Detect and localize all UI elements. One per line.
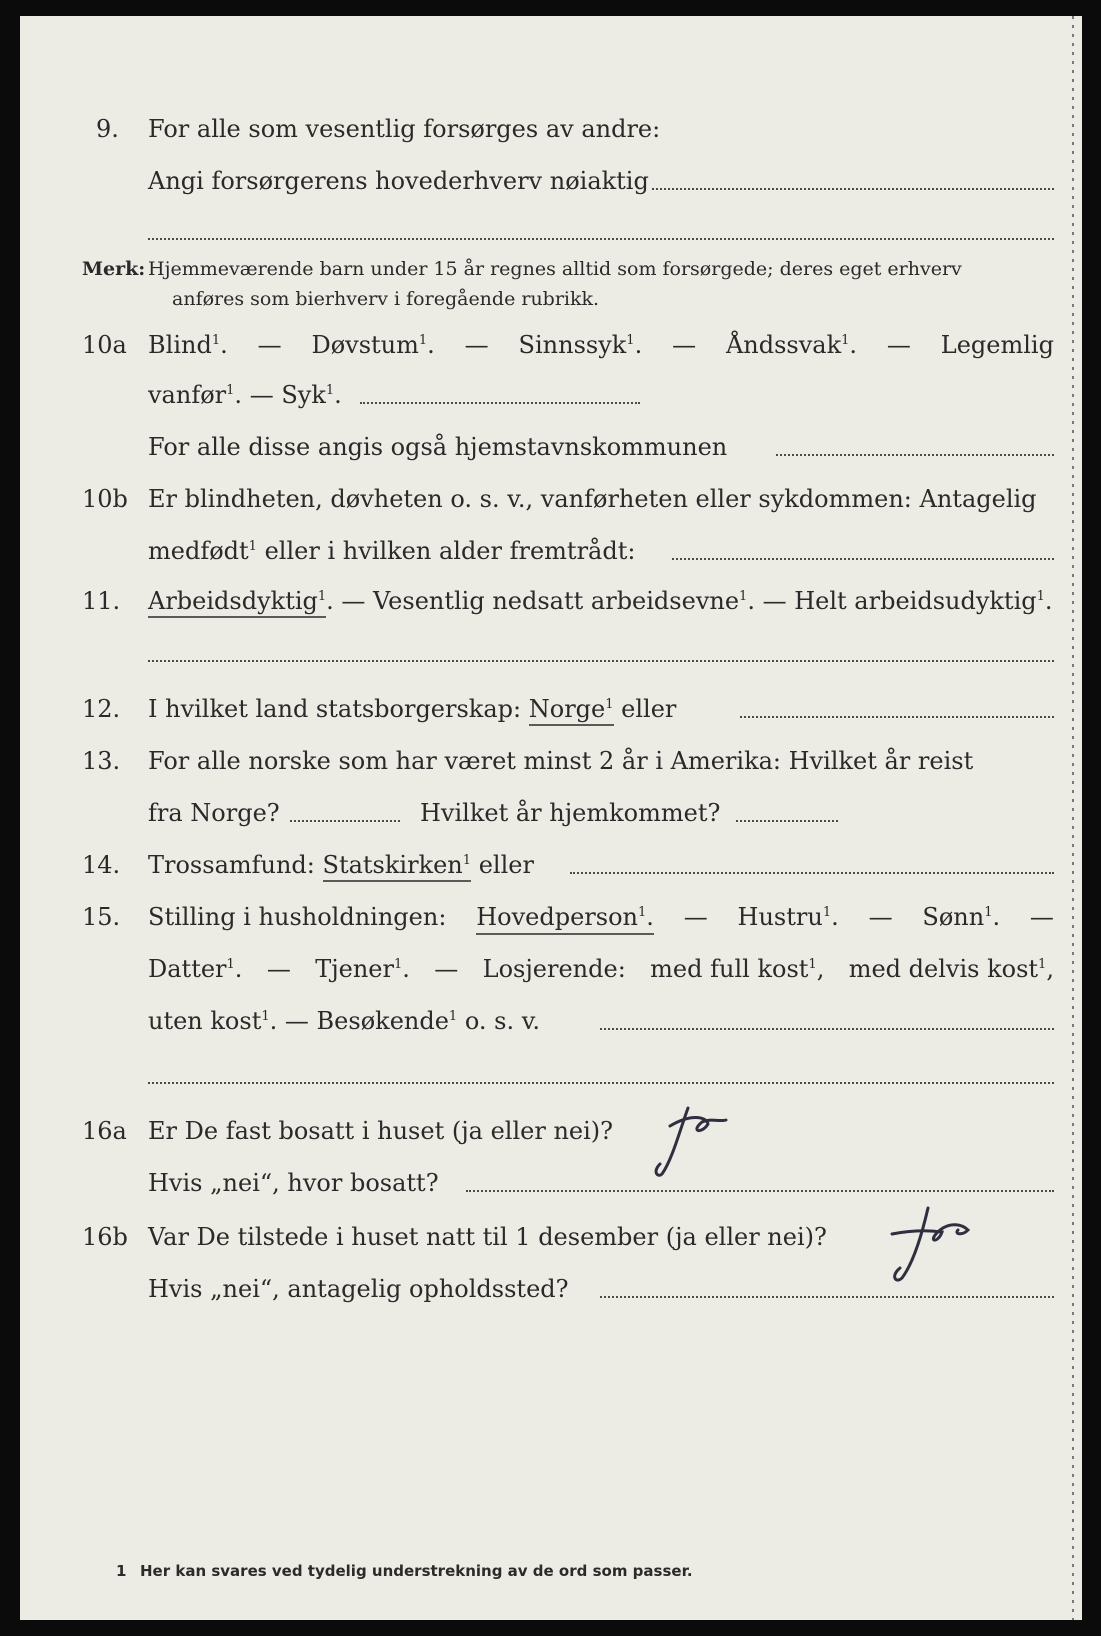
opt-arbeidsdyktig[interactable]: Arbeidsdyktig$^1$: [148, 587, 326, 618]
opt-dovstum[interactable]: Døvstum$^1$.: [311, 331, 435, 359]
opt-sinnssyk[interactable]: Sinnssyk$^1$.: [518, 331, 643, 359]
q11-number: 11.: [82, 587, 121, 615]
opt-blind[interactable]: Blind$^1$.: [148, 331, 228, 359]
q9-question: For alle som vesentlig forsørges av andre:: [148, 115, 661, 143]
q10a-hjemstavn: For alle disse angis også hjemstavnskommunen: [148, 433, 728, 461]
footnote-text: Her kan svares ved tydelig understrekning av de ord som passer.: [140, 1562, 693, 1580]
q16b-handwritten-answer: [888, 1200, 1008, 1290]
q11-extra-line[interactable]: [148, 660, 1054, 662]
q16b-number: 16b: [82, 1223, 128, 1251]
q14-number: 14.: [82, 851, 121, 879]
opt-sonn[interactable]: Sønn$^1$.: [922, 903, 1001, 931]
opt-full-kost[interactable]: med full kost$^1$,: [650, 955, 825, 983]
dash: —: [886, 331, 911, 359]
q12-answer-line[interactable]: [740, 716, 1054, 718]
q10b-answer-line[interactable]: [672, 558, 1054, 560]
q16a-prompt: Hvis „nei“, hvor bosatt?: [148, 1169, 439, 1197]
q13-question: For alle norske som har været minst 2 år i Amerika: Hvilket år reist: [148, 747, 974, 775]
opt-datter[interactable]: Datter$^1$.: [148, 955, 243, 983]
opt-norge[interactable]: Norge$^1$: [529, 695, 614, 726]
q16a-question: Er De fast bosatt i huset (ja eller nei)?: [148, 1117, 614, 1145]
q9-prompt: Angi forsørgerens hovederhverv nøiaktig: [148, 167, 649, 195]
q10a-row2: [148, 380, 342, 410]
q10a-options-row: [148, 330, 1054, 360]
opt-legemlig[interactable]: Legemlig: [940, 331, 1054, 359]
merk-label: Merk:: [82, 258, 146, 280]
q14-row: Trossamfund: Statskirken$^1$ eller: [148, 850, 534, 880]
opt-besokende[interactable]: Besøkende$^1$: [316, 1007, 458, 1035]
dash: —: [464, 331, 489, 359]
q16a-number: 16a: [82, 1117, 127, 1145]
q9-answer-line[interactable]: [652, 188, 1054, 190]
q15-row3: uten kost$^1$. — Besøkende$^1$ o. s. v.: [148, 1007, 541, 1035]
q13-reist-line[interactable]: [290, 820, 400, 822]
opt-tjener[interactable]: Tjener$^1$.: [315, 955, 410, 983]
q9-extra-line[interactable]: [148, 238, 1054, 240]
opt-nedsatt[interactable]: Vesentlig nedsatt arbeidsevne$^1$: [373, 587, 748, 615]
opt-hovedperson[interactable]: Hovedperson$^1$.: [476, 902, 654, 935]
q13-hjemkommet-line[interactable]: [736, 820, 838, 822]
q10a-hjemstavn-line[interactable]: [776, 454, 1054, 456]
merk-text-2: anføres som bierhverv i foregående rubrikk.: [172, 288, 600, 310]
svg-text:Ja: Ja: [888, 1200, 889, 1201]
q15-answer-line[interactable]: [600, 1028, 1054, 1030]
q12-number: 12.: [82, 695, 121, 723]
q16b-answer-line[interactable]: [600, 1296, 1054, 1298]
footnote-mark: 1: [116, 1562, 127, 1580]
q13-reist: fra Norge?: [148, 799, 280, 827]
q16a-handwritten-answer: [650, 1100, 760, 1180]
dash: —: [257, 331, 282, 359]
opt-hustru[interactable]: Hustru$^1$.: [737, 903, 839, 931]
opt-vanfor[interactable]: vanfør$^1$.: [148, 381, 243, 409]
opt-uten-kost[interactable]: uten kost$^1$.: [148, 1007, 278, 1035]
q16b-question: Var De tilstede i huset natt til 1 desember (ja eller nei)?: [148, 1223, 827, 1251]
opt-syk[interactable]: Syk$^1$.: [281, 381, 342, 409]
q13-hjemkommet: Hvilket år hjemkommet?: [420, 799, 721, 827]
q13-number: 13.: [82, 747, 121, 775]
q10a-answer-line[interactable]: [360, 402, 640, 404]
merk-text-1: Hjemmeværende barn under 15 år regnes alltid som forsørgede; deres eget erhverv: [148, 258, 962, 280]
q11-options: Arbeidsdyktig$^1$. — Vesentlig nedsatt arbeidsevne$^1$. — Helt arbeidsudyktig$^1$.: [148, 586, 1054, 616]
q10b-row2: medfødt$^1$ eller i hvilken alder fremtrådt:: [148, 537, 636, 565]
losjerende-label: Losjerende:: [482, 955, 626, 983]
q15-extra-line[interactable]: [148, 1082, 1054, 1084]
opt-andssvak[interactable]: Åndssvak$^1$.: [725, 331, 858, 359]
dash: —: [249, 381, 274, 409]
q10a-number: 10a: [82, 331, 127, 359]
q10b-number: 10b: [82, 485, 128, 513]
q15-row2: Datter$^1$. — Tjener$^1$. — Losjerende: med full kost$^1$, med delvis kost$^1$,: [148, 955, 1054, 983]
q9-number: 9.: [96, 115, 119, 143]
svg-text:Ja: Ja: [650, 1100, 651, 1101]
q16a-answer-line[interactable]: [466, 1190, 1054, 1192]
q15-number: 15.: [82, 903, 121, 931]
q10b-question: Er blindheten, døvheten o. s. v., vanførheten eller sykdommen: Antagelig: [148, 485, 1037, 513]
q15-row1: Stilling i husholdningen: Hovedperson$^1$. — Hustru$^1$. — Sønn$^1$. —: [148, 902, 1054, 935]
opt-udyktig[interactable]: Helt arbeidsudyktig$^1$: [794, 587, 1045, 615]
dash: —: [672, 331, 697, 359]
q12-row: I hvilket land statsborgerskap: Norge$^1$ eller: [148, 694, 676, 724]
perforated-edge: [1072, 16, 1074, 1620]
q14-answer-line[interactable]: [570, 872, 1054, 874]
opt-statskirken[interactable]: Statskirken$^1$: [323, 851, 472, 882]
opt-delvis-kost[interactable]: med delvis kost$^1$,: [848, 955, 1054, 983]
q16b-prompt: Hvis „nei“, antagelig opholdssted?: [148, 1275, 569, 1303]
